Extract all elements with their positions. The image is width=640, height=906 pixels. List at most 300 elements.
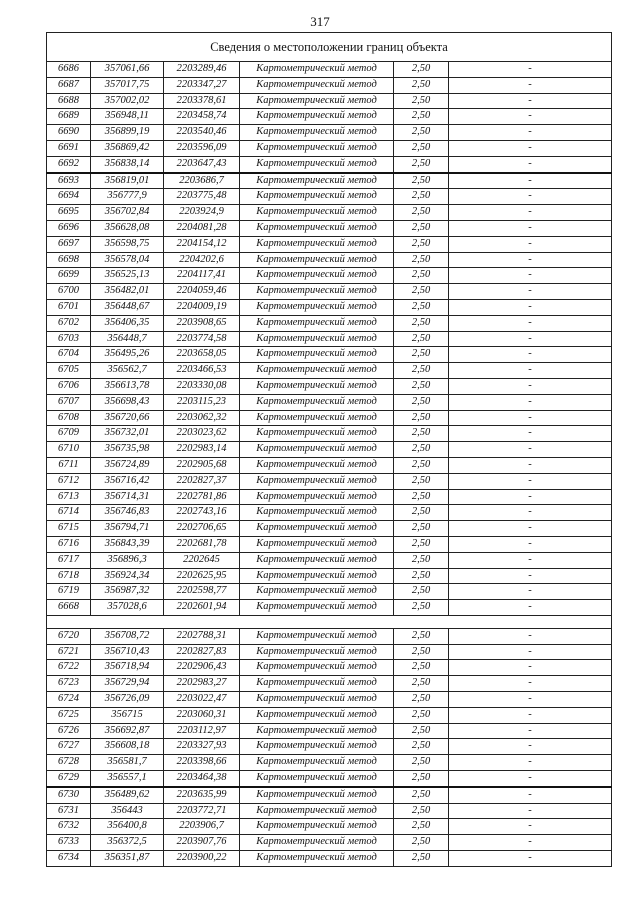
precision-cell: 2,50 <box>394 787 449 803</box>
method-cell: Картометрический метод <box>240 394 394 410</box>
table-row <box>47 77 612 93</box>
table-row <box>47 489 612 505</box>
x-coordinate-cell: 356495,26 <box>91 347 164 363</box>
table-body <box>47 33 612 867</box>
table-row <box>47 707 612 723</box>
point-number-cell: 6725 <box>47 707 91 723</box>
table-row <box>47 505 612 521</box>
x-coordinate-cell: 356718,94 <box>91 660 164 676</box>
precision-cell: 2,50 <box>394 628 449 644</box>
x-coordinate-cell: 356448,7 <box>91 331 164 347</box>
y-coordinate-cell: 2203907,76 <box>164 835 240 851</box>
point-number-cell: 6706 <box>47 378 91 394</box>
method-cell: Картометрический метод <box>240 803 394 819</box>
method-cell: Картометрический метод <box>240 363 394 379</box>
x-coordinate-cell: 356746,83 <box>91 505 164 521</box>
table-row <box>47 378 612 394</box>
x-coordinate-cell: 356562,7 <box>91 363 164 379</box>
precision-cell: 2,50 <box>394 489 449 505</box>
precision-cell: 2,50 <box>394 473 449 489</box>
note-cell: - <box>449 173 612 189</box>
table-row <box>47 140 612 156</box>
x-coordinate-cell: 356692,87 <box>91 723 164 739</box>
y-coordinate-cell: 2203378,61 <box>164 93 240 109</box>
y-coordinate-cell: 2203774,58 <box>164 331 240 347</box>
point-number-cell: 6730 <box>47 787 91 803</box>
point-number-cell: 6707 <box>47 394 91 410</box>
y-coordinate-cell: 2202743,16 <box>164 505 240 521</box>
point-number-cell: 6713 <box>47 489 91 505</box>
note-cell: - <box>449 220 612 236</box>
method-cell: Картометрический метод <box>240 819 394 835</box>
precision-cell: 2,50 <box>394 236 449 252</box>
x-coordinate-cell: 356578,04 <box>91 252 164 268</box>
y-coordinate-cell: 2203772,71 <box>164 803 240 819</box>
note-cell: - <box>449 819 612 835</box>
note-cell: - <box>449 676 612 692</box>
y-coordinate-cell: 2203635,99 <box>164 787 240 803</box>
point-number-cell: 6668 <box>47 600 91 616</box>
x-coordinate-cell: 356715 <box>91 707 164 723</box>
method-cell: Картометрический метод <box>240 331 394 347</box>
table-row <box>47 220 612 236</box>
x-coordinate-cell: 356794,71 <box>91 521 164 537</box>
note-cell: - <box>449 426 612 442</box>
table-row <box>47 62 612 78</box>
point-number-cell: 6720 <box>47 628 91 644</box>
y-coordinate-cell: 2202645 <box>164 552 240 568</box>
table-row <box>47 236 612 252</box>
method-cell: Картометрический метод <box>240 410 394 426</box>
method-cell: Картометрический метод <box>240 584 394 600</box>
method-cell: Картометрический метод <box>240 521 394 537</box>
y-coordinate-cell: 2202827,83 <box>164 644 240 660</box>
precision-cell: 2,50 <box>394 803 449 819</box>
x-coordinate-cell: 356710,43 <box>91 644 164 660</box>
note-cell: - <box>449 473 612 489</box>
point-number-cell: 6705 <box>47 363 91 379</box>
point-number-cell: 6732 <box>47 819 91 835</box>
point-number-cell: 6718 <box>47 568 91 584</box>
precision-cell: 2,50 <box>394 692 449 708</box>
precision-cell: 2,50 <box>394 125 449 141</box>
y-coordinate-cell: 2204081,28 <box>164 220 240 236</box>
note-cell: - <box>449 803 612 819</box>
y-coordinate-cell: 2203906,7 <box>164 819 240 835</box>
y-coordinate-cell: 2203464,38 <box>164 771 240 787</box>
method-cell: Картометрический метод <box>240 505 394 521</box>
method-cell: Картометрический метод <box>240 426 394 442</box>
point-number-cell: 6711 <box>47 457 91 473</box>
table-row <box>47 536 612 552</box>
point-number-cell: 6708 <box>47 410 91 426</box>
x-coordinate-cell: 356708,72 <box>91 628 164 644</box>
point-number-cell: 6731 <box>47 803 91 819</box>
method-cell: Картометрический метод <box>240 125 394 141</box>
x-coordinate-cell: 356698,43 <box>91 394 164 410</box>
y-coordinate-cell: 2203022,47 <box>164 692 240 708</box>
note-cell: - <box>449 755 612 771</box>
precision-cell: 2,50 <box>394 173 449 189</box>
x-coordinate-cell: 356482,01 <box>91 284 164 300</box>
method-cell: Картометрический метод <box>240 723 394 739</box>
y-coordinate-cell: 2202983,14 <box>164 442 240 458</box>
note-cell: - <box>449 299 612 315</box>
y-coordinate-cell: 2203686,7 <box>164 173 240 189</box>
y-coordinate-cell: 2203330,08 <box>164 378 240 394</box>
point-number-cell: 6722 <box>47 660 91 676</box>
y-coordinate-cell: 2202681,78 <box>164 536 240 552</box>
method-cell: Картометрический метод <box>240 140 394 156</box>
separator-cell <box>47 615 612 628</box>
point-number-cell: 6701 <box>47 299 91 315</box>
table-row <box>47 755 612 771</box>
precision-cell: 2,50 <box>394 819 449 835</box>
precision-cell: 2,50 <box>394 835 449 851</box>
y-coordinate-cell: 2203466,53 <box>164 363 240 379</box>
table-row <box>47 473 612 489</box>
table-row <box>47 739 612 755</box>
note-cell: - <box>449 62 612 78</box>
x-coordinate-cell: 356948,11 <box>91 109 164 125</box>
table-header-row <box>47 33 612 62</box>
method-cell: Картометрический метод <box>240 156 394 172</box>
precision-cell: 2,50 <box>394 140 449 156</box>
y-coordinate-cell: 2203900,22 <box>164 851 240 867</box>
table-title: Сведения о местоположении границ объекта <box>47 33 612 62</box>
note-cell: - <box>449 109 612 125</box>
method-cell: Картометрический метод <box>240 109 394 125</box>
note-cell: - <box>449 835 612 851</box>
table-row <box>47 803 612 819</box>
precision-cell: 2,50 <box>394 707 449 723</box>
note-cell: - <box>449 552 612 568</box>
precision-cell: 2,50 <box>394 347 449 363</box>
y-coordinate-cell: 2204154,12 <box>164 236 240 252</box>
table-row <box>47 521 612 537</box>
point-number-cell: 6723 <box>47 676 91 692</box>
precision-cell: 2,50 <box>394 363 449 379</box>
note-cell: - <box>449 77 612 93</box>
y-coordinate-cell: 2203596,09 <box>164 140 240 156</box>
precision-cell: 2,50 <box>394 426 449 442</box>
y-coordinate-cell: 2203060,31 <box>164 707 240 723</box>
point-number-cell: 6714 <box>47 505 91 521</box>
method-cell: Картометрический метод <box>240 442 394 458</box>
note-cell: - <box>449 707 612 723</box>
table-row <box>47 125 612 141</box>
table-row <box>47 299 612 315</box>
method-cell: Картометрический метод <box>240 299 394 315</box>
y-coordinate-cell: 2204009,19 <box>164 299 240 315</box>
point-number-cell: 6728 <box>47 755 91 771</box>
x-coordinate-cell: 356843,39 <box>91 536 164 552</box>
table-row <box>47 268 612 284</box>
x-coordinate-cell: 356735,98 <box>91 442 164 458</box>
y-coordinate-cell: 2203347,27 <box>164 77 240 93</box>
method-cell: Картометрический метод <box>240 189 394 205</box>
point-number-cell: 6727 <box>47 739 91 755</box>
table-row <box>47 552 612 568</box>
precision-cell: 2,50 <box>394 189 449 205</box>
note-cell: - <box>449 189 612 205</box>
method-cell: Картометрический метод <box>240 205 394 221</box>
table-row <box>47 644 612 660</box>
method-cell: Картометрический метод <box>240 676 394 692</box>
x-coordinate-cell: 356351,87 <box>91 851 164 867</box>
point-number-cell: 6721 <box>47 644 91 660</box>
method-cell: Картометрический метод <box>240 707 394 723</box>
method-cell: Картометрический метод <box>240 347 394 363</box>
y-coordinate-cell: 2203023,62 <box>164 426 240 442</box>
note-cell: - <box>449 739 612 755</box>
point-number-cell: 6688 <box>47 93 91 109</box>
point-number-cell: 6694 <box>47 189 91 205</box>
table-row <box>47 584 612 600</box>
y-coordinate-cell: 2203908,65 <box>164 315 240 331</box>
table-row <box>47 394 612 410</box>
table-row <box>47 771 612 787</box>
y-coordinate-cell: 2202781,86 <box>164 489 240 505</box>
method-cell: Картометрический метод <box>240 568 394 584</box>
table-row <box>47 173 612 189</box>
x-coordinate-cell: 356720,66 <box>91 410 164 426</box>
method-cell: Картометрический метод <box>240 600 394 616</box>
table-row <box>47 363 612 379</box>
method-cell: Картометрический метод <box>240 660 394 676</box>
precision-cell: 2,50 <box>394 771 449 787</box>
x-coordinate-cell: 356899,19 <box>91 125 164 141</box>
table-row <box>47 109 612 125</box>
table-row <box>47 851 612 867</box>
y-coordinate-cell: 2203112,97 <box>164 723 240 739</box>
table-row <box>47 819 612 835</box>
x-coordinate-cell: 357002,02 <box>91 93 164 109</box>
table-row <box>47 426 612 442</box>
x-coordinate-cell: 356777,9 <box>91 189 164 205</box>
precision-cell: 2,50 <box>394 660 449 676</box>
method-cell: Картометрический метод <box>240 536 394 552</box>
note-cell: - <box>449 457 612 473</box>
note-cell: - <box>449 410 612 426</box>
note-cell: - <box>449 93 612 109</box>
table-row <box>47 284 612 300</box>
table-row <box>47 442 612 458</box>
table-row <box>47 692 612 708</box>
precision-cell: 2,50 <box>394 552 449 568</box>
note-cell: - <box>449 521 612 537</box>
table-row <box>47 331 612 347</box>
y-coordinate-cell: 2203398,66 <box>164 755 240 771</box>
point-number-cell: 6689 <box>47 109 91 125</box>
precision-cell: 2,50 <box>394 410 449 426</box>
method-cell: Картометрический метод <box>240 252 394 268</box>
y-coordinate-cell: 2202788,31 <box>164 628 240 644</box>
x-coordinate-cell: 356924,34 <box>91 568 164 584</box>
x-coordinate-cell: 357017,75 <box>91 77 164 93</box>
point-number-cell: 6724 <box>47 692 91 708</box>
point-number-cell: 6692 <box>47 156 91 172</box>
point-number-cell: 6704 <box>47 347 91 363</box>
point-number-cell: 6695 <box>47 205 91 221</box>
x-coordinate-cell: 356613,78 <box>91 378 164 394</box>
method-cell: Картометрический метод <box>240 236 394 252</box>
y-coordinate-cell: 2204202,6 <box>164 252 240 268</box>
note-cell: - <box>449 363 612 379</box>
method-cell: Картометрический метод <box>240 692 394 708</box>
note-cell: - <box>449 723 612 739</box>
point-number-cell: 6717 <box>47 552 91 568</box>
y-coordinate-cell: 2203775,48 <box>164 189 240 205</box>
table-row <box>47 723 612 739</box>
y-coordinate-cell: 2203289,46 <box>164 62 240 78</box>
page-number: 317 <box>310 14 330 29</box>
point-number-cell: 6715 <box>47 521 91 537</box>
y-coordinate-cell: 2204117,41 <box>164 268 240 284</box>
table-row <box>47 660 612 676</box>
point-number-cell: 6712 <box>47 473 91 489</box>
point-number-cell: 6702 <box>47 315 91 331</box>
precision-cell: 2,50 <box>394 536 449 552</box>
y-coordinate-cell: 2203458,74 <box>164 109 240 125</box>
precision-cell: 2,50 <box>394 315 449 331</box>
note-cell: - <box>449 315 612 331</box>
x-coordinate-cell: 356489,62 <box>91 787 164 803</box>
point-number-cell: 6734 <box>47 851 91 867</box>
y-coordinate-cell: 2203647,43 <box>164 156 240 172</box>
point-number-cell: 6703 <box>47 331 91 347</box>
method-cell: Картометрический метод <box>240 787 394 803</box>
precision-cell: 2,50 <box>394 644 449 660</box>
x-coordinate-cell: 356716,42 <box>91 473 164 489</box>
precision-cell: 2,50 <box>394 851 449 867</box>
precision-cell: 2,50 <box>394 62 449 78</box>
point-number-cell: 6726 <box>47 723 91 739</box>
x-coordinate-cell: 356732,01 <box>91 426 164 442</box>
x-coordinate-cell: 356869,42 <box>91 140 164 156</box>
precision-cell: 2,50 <box>394 676 449 692</box>
y-coordinate-cell: 2203924,9 <box>164 205 240 221</box>
precision-cell: 2,50 <box>394 584 449 600</box>
point-number-cell: 6686 <box>47 62 91 78</box>
precision-cell: 2,50 <box>394 205 449 221</box>
method-cell: Картометрический метод <box>240 552 394 568</box>
y-coordinate-cell: 2202601,94 <box>164 600 240 616</box>
x-coordinate-cell: 356406,35 <box>91 315 164 331</box>
table-row <box>47 347 612 363</box>
note-cell: - <box>449 284 612 300</box>
note-cell: - <box>449 660 612 676</box>
note-cell: - <box>449 600 612 616</box>
x-coordinate-cell: 357028,6 <box>91 600 164 616</box>
y-coordinate-cell: 2202906,43 <box>164 660 240 676</box>
y-coordinate-cell: 2202598,77 <box>164 584 240 600</box>
point-number-cell: 6709 <box>47 426 91 442</box>
precision-cell: 2,50 <box>394 93 449 109</box>
method-cell: Картометрический метод <box>240 378 394 394</box>
y-coordinate-cell: 2203327,93 <box>164 739 240 755</box>
method-cell: Картометрический метод <box>240 62 394 78</box>
point-number-cell: 6691 <box>47 140 91 156</box>
method-cell: Картометрический метод <box>240 473 394 489</box>
method-cell: Картометрический метод <box>240 835 394 851</box>
note-cell: - <box>449 140 612 156</box>
precision-cell: 2,50 <box>394 457 449 473</box>
x-coordinate-cell: 356372,5 <box>91 835 164 851</box>
table-row <box>47 568 612 584</box>
point-number-cell: 6687 <box>47 77 91 93</box>
y-coordinate-cell: 2204059,46 <box>164 284 240 300</box>
precision-cell: 2,50 <box>394 284 449 300</box>
method-cell: Картометрический метод <box>240 457 394 473</box>
x-coordinate-cell: 356838,14 <box>91 156 164 172</box>
x-coordinate-cell: 356714,31 <box>91 489 164 505</box>
x-coordinate-cell: 356581,7 <box>91 755 164 771</box>
precision-cell: 2,50 <box>394 268 449 284</box>
precision-cell: 2,50 <box>394 299 449 315</box>
table-row <box>47 189 612 205</box>
note-cell: - <box>449 378 612 394</box>
method-cell: Картометрический метод <box>240 93 394 109</box>
method-cell: Картометрический метод <box>240 268 394 284</box>
method-cell: Картометрический метод <box>240 851 394 867</box>
y-coordinate-cell: 2202625,95 <box>164 568 240 584</box>
method-cell: Картометрический метод <box>240 220 394 236</box>
x-coordinate-cell: 356598,75 <box>91 236 164 252</box>
x-coordinate-cell: 356557,1 <box>91 771 164 787</box>
point-number-cell: 6699 <box>47 268 91 284</box>
point-number-cell: 6733 <box>47 835 91 851</box>
x-coordinate-cell: 356819,01 <box>91 173 164 189</box>
point-number-cell: 6716 <box>47 536 91 552</box>
table-row <box>47 252 612 268</box>
point-number-cell: 6719 <box>47 584 91 600</box>
note-cell: - <box>449 252 612 268</box>
note-cell: - <box>449 268 612 284</box>
table-row <box>47 93 612 109</box>
point-number-cell: 6710 <box>47 442 91 458</box>
note-cell: - <box>449 442 612 458</box>
note-cell: - <box>449 644 612 660</box>
note-cell: - <box>449 156 612 172</box>
table-row <box>47 835 612 851</box>
method-cell: Картометрический метод <box>240 284 394 300</box>
precision-cell: 2,50 <box>394 442 449 458</box>
precision-cell: 2,50 <box>394 220 449 236</box>
x-coordinate-cell: 356896,3 <box>91 552 164 568</box>
precision-cell: 2,50 <box>394 378 449 394</box>
precision-cell: 2,50 <box>394 723 449 739</box>
table-row <box>47 457 612 473</box>
x-coordinate-cell: 356724,89 <box>91 457 164 473</box>
table-row <box>47 676 612 692</box>
method-cell: Картометрический метод <box>240 755 394 771</box>
precision-cell: 2,50 <box>394 600 449 616</box>
y-coordinate-cell: 2202706,65 <box>164 521 240 537</box>
note-cell: - <box>449 505 612 521</box>
y-coordinate-cell: 2203115,23 <box>164 394 240 410</box>
table-row <box>47 787 612 803</box>
method-cell: Картометрический метод <box>240 77 394 93</box>
table-row <box>47 205 612 221</box>
precision-cell: 2,50 <box>394 252 449 268</box>
point-number-cell: 6729 <box>47 771 91 787</box>
point-number-cell: 6700 <box>47 284 91 300</box>
method-cell: Картометрический метод <box>240 628 394 644</box>
method-cell: Картометрический метод <box>240 489 394 505</box>
method-cell: Картометрический метод <box>240 315 394 331</box>
point-number-cell: 6696 <box>47 220 91 236</box>
